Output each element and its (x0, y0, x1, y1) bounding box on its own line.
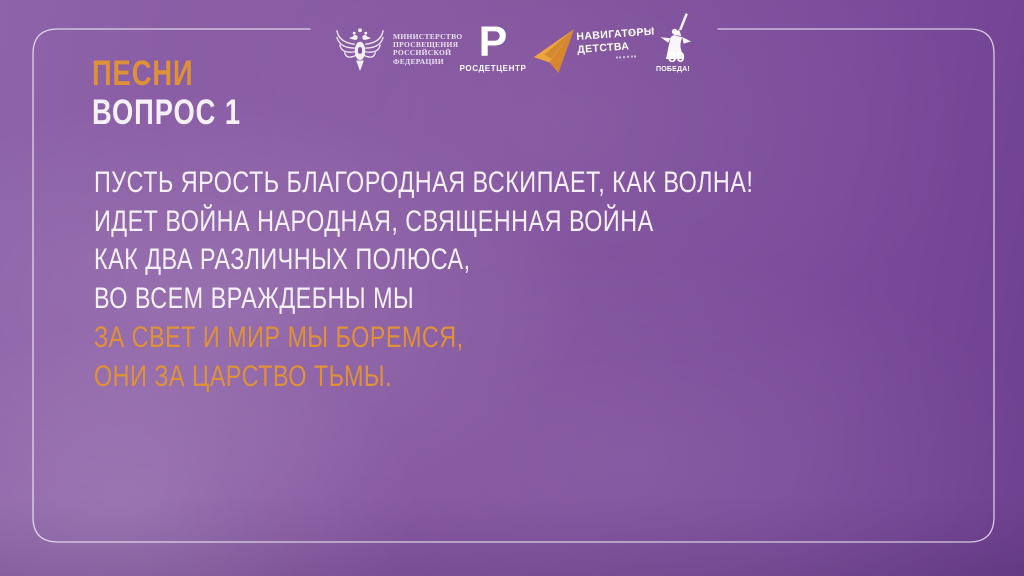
navigators-line2: ДЕТСТВА (576, 39, 630, 56)
rosdetcenter-logo (458, 18, 528, 73)
question-title: ВОПРОС 1 (92, 93, 241, 132)
paper-plane-icon (532, 26, 576, 76)
r-letter-icon: Р (478, 18, 508, 66)
ministry-line: ПРОСВЕЩЕНИЯ (393, 40, 459, 50)
lyric-line: ПУСТЬ ЯРОСТЬ БЛАГОРОДНАЯ ВСКИПАЕТ, КАК ВОЛНА! (94, 166, 754, 199)
navigators-line1: НАВИГАТОРЫ (576, 25, 655, 43)
ministry-line: РОССИЙСКОЙ (393, 48, 452, 58)
lyric-line: ВО ВСЕМ ВРАЖДЕБНЫ МЫ (94, 282, 415, 316)
lyric-line: КАК ДВА РАЗЛИЧНЫХ ПОЛЮСА, (94, 243, 471, 277)
title-block (92, 54, 241, 132)
victory-80-label: ПОБЕДА! (656, 66, 690, 73)
ministry-line: МИНИСТЕРСТВО (393, 32, 463, 41)
double-headed-eagle-icon (334, 25, 386, 73)
rosdetcenter-label: РОСДЕТЦЕНТР (459, 64, 527, 73)
category-title: ПЕСНИ (92, 54, 194, 93)
ministry-line: ФЕДЕРАЦИИ (393, 56, 444, 66)
victory-80-number: 80 (668, 49, 685, 66)
lyric-line: ЗА СВЕТ И МИР МЫ БОРЕМСЯ, (94, 320, 464, 354)
lyric-line: ИДЕТ ВОЙНА НАРОДНАЯ, СВЯЩЕННАЯ ВОЙНА (94, 204, 654, 238)
lyrics-block (94, 164, 753, 396)
victory-80-logo (648, 12, 700, 78)
ministry-logo-text (393, 33, 463, 66)
lyric-line: ОНИ ЗА ЦАРСТВО ТЬМЫ. (94, 359, 393, 393)
